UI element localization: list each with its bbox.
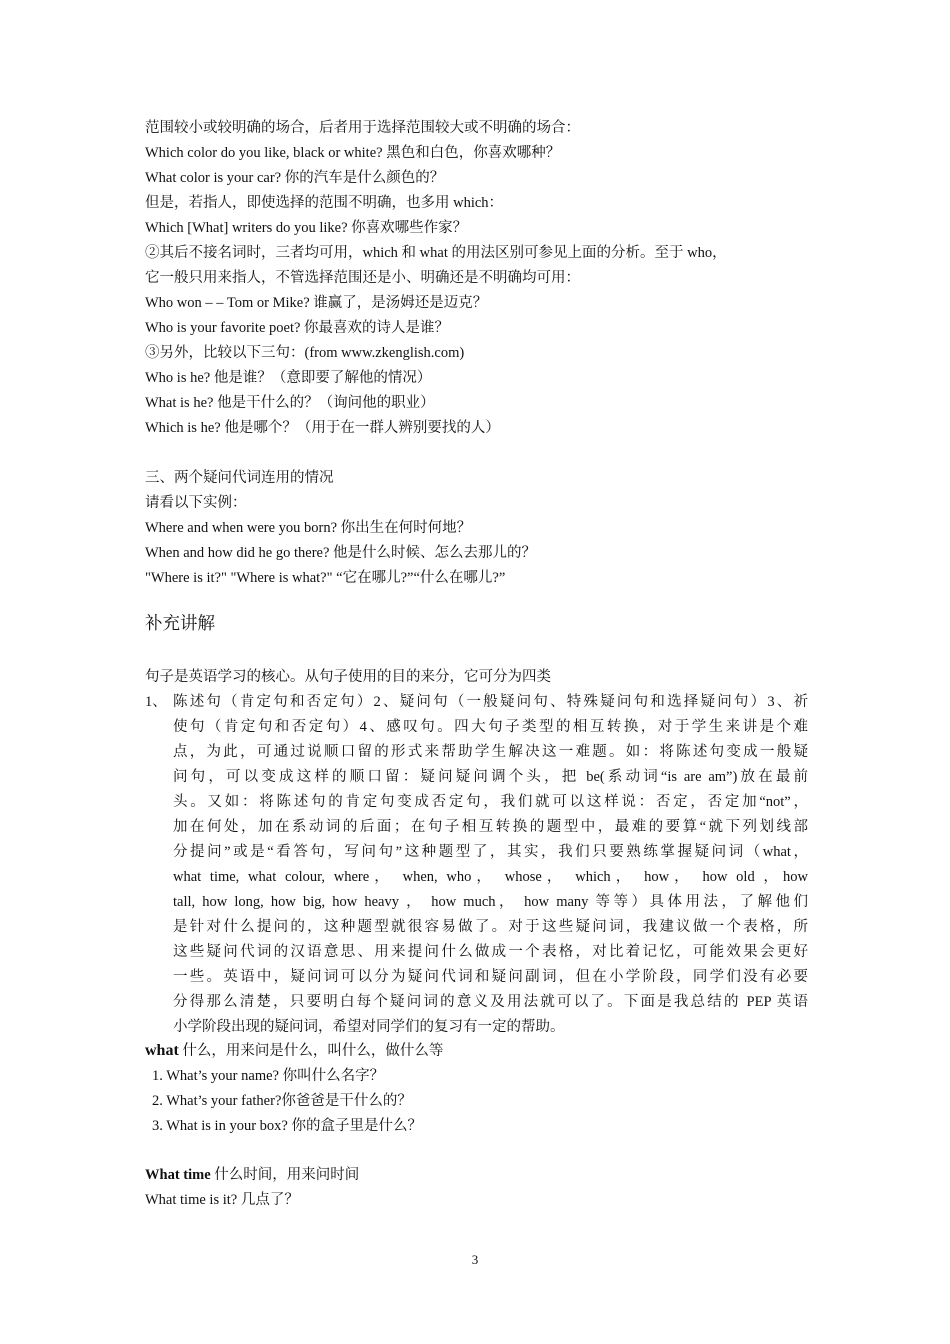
example-line: 1. What’s your name? 你叫什么名字？ <box>152 1068 385 1084</box>
text-line: ③另外，比较以下三句：(from www.zkenglish.com) <box>145 345 465 361</box>
text-line: Which color do you like, black or white? 黑色和白色，你喜欢哪种？ <box>145 145 561 161</box>
text-line: Who is he? 他是谁？（意即要了解他的情况） <box>145 370 432 386</box>
paragraph-line: 一些。英语中，疑问词可以分为疑问代词和疑问副词，但在小学阶段，同学们没有必要 <box>173 969 808 985</box>
text-line: 范围较小或较明确的场合，后者用于选择范围较大或不明确的场合： <box>145 120 580 136</box>
paragraph-line: 加在何处，加在系动词的后面；在句子相互转换的题型中，最难的要算“就下列划线部 <box>173 819 808 835</box>
section-heading: 三、两个疑问代词连用的情况 <box>145 470 334 486</box>
text-line: What is he? 他是干什么的？（询问他的职业） <box>145 395 435 411</box>
paragraph-line: 点，为此，可通过说顺口留的形式来帮助学生解决这一难题。如：将陈述句变成一般疑 <box>173 744 808 760</box>
paragraph-line: 这些疑问代词的汉语意思、用来提问什么做成一个表格，对比着记忆，可能效果会更好 <box>173 944 808 960</box>
example-line: What time is it? 几点了？ <box>145 1192 299 1208</box>
paragraph-line: 分提问”或是“看答句，写问句”这种题型了，其实，我们只要熟练掌握疑问词（what， <box>173 844 808 860</box>
text-line: Which [What] writers do you like? 你喜欢哪些作家？ <box>145 220 468 236</box>
what-time-keyword: What time <box>145 1167 211 1183</box>
text-line: ②其后不接名词时，三者均可用，which 和 what 的用法区别可参见上面的分析。至于 who， <box>145 245 727 261</box>
text-line: 但是，若指人，即使选择的范围不明确，也多用 which： <box>145 195 504 211</box>
text-line: Which is he? 他是哪个？（用于在一群人辨别要找的人） <box>145 420 500 436</box>
paragraph-line: what time, what colour, where， when, who， whose， which， how， how old ，how <box>173 869 808 885</box>
what-time-heading <box>145 1165 359 1185</box>
paragraph-line: 分得那么清楚，只要明白每个疑问词的意义及用法就可以了。下面是我总结的 PEP 英语 <box>173 994 808 1010</box>
text-line: Who is your favorite poet? 你最喜欢的诗人是谁？ <box>145 320 450 336</box>
text-line: 它一般只用来指人，不管选择范围还是小、明确还是不明确均可用： <box>145 270 580 286</box>
example-line: "Where is it?" "Where is what?" “它在哪儿?”“什么在哪儿?” <box>145 570 506 586</box>
paragraph-line: 陈述句（肯定句和否定句）2、疑问句（一般疑问句、特殊疑问句和选择疑问句）3、祈 <box>173 694 808 710</box>
example-line: Where and when were you born? 你出生在何时何地？ <box>145 520 472 536</box>
example-line: 2. What’s your father?你爸爸是干什么的？ <box>152 1093 412 1109</box>
text-line: What color is your car? 你的汽车是什么颜色的？ <box>145 170 445 186</box>
what-keyword: what <box>145 1042 179 1059</box>
text-line: Who won – – Tom or Mike? 谁赢了，是汤姆还是迈克？ <box>145 295 488 311</box>
what-time-meaning: 什么时间，用来问时间 <box>210 1167 360 1183</box>
what-heading <box>145 1041 443 1061</box>
example-line: When and how did he go there? 他是什么时候、怎么去那儿的？ <box>145 545 537 561</box>
what-meaning: 什么，用来问是什么，叫什么，做什么等 <box>178 1043 444 1059</box>
paragraph-line: 是针对什么提问的，这种题型就很容易做了。对于这些疑问词，我建议做一个表格，所 <box>173 919 808 935</box>
paragraph-line: tall, how long, how big, how heavy ， how much， how many 等等）具体用法，了解他们 <box>173 894 808 910</box>
paragraph-line: 使句（肯定句和否定句）4、感叹句。四大句子类型的相互转换，对于学生来讲是个难 <box>173 719 808 735</box>
supplement-title: 补充讲解 <box>145 614 215 634</box>
example-line: 3. What is in your box? 你的盒子里是什么？ <box>152 1118 422 1134</box>
section-intro: 请看以下实例： <box>145 495 247 511</box>
supplement-intro: 句子是英语学习的核心。从句子使用的目的来分，它可分为四类 <box>145 669 551 685</box>
list-item-number: 1、 <box>145 694 167 710</box>
paragraph-line: 小学阶段出现的疑问词，希望对同学们的复习有一定的帮助。 <box>173 1019 565 1035</box>
page-number: 3 <box>471 1252 479 1267</box>
paragraph-line: 头。又如：将陈述句的肯定句变成否定句，我们就可以这样说：否定，否定加“not”， <box>173 794 808 810</box>
paragraph-line: 问句，可以变成这样的顺口留：疑问疑问调个头，把 be(系动词“is are am”)放在最前 <box>173 769 808 785</box>
